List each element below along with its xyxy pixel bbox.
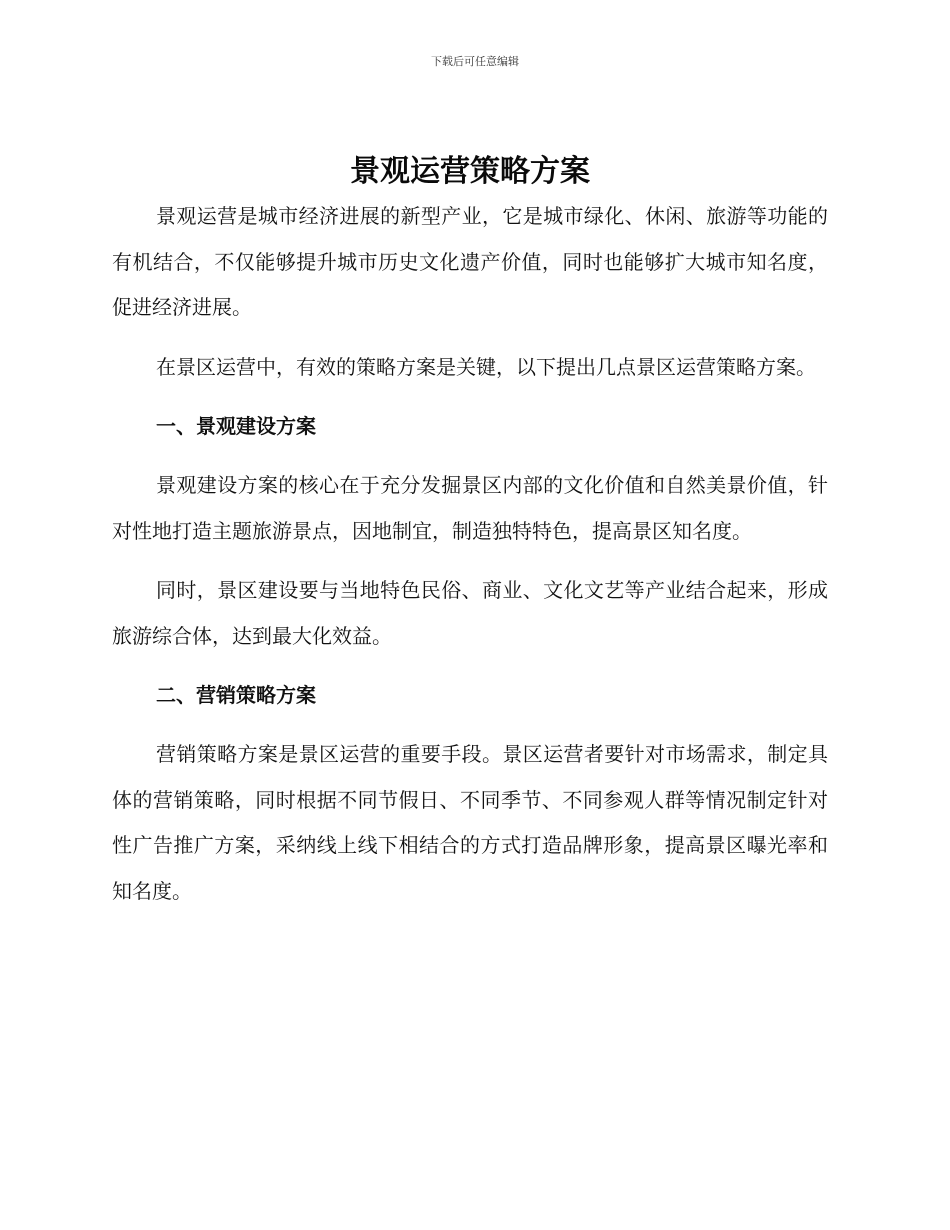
document-title: 景观运营策略方案	[350, 154, 590, 189]
document-body	[112, 150, 828, 928]
section-paragraph: 景观建设方案的核心在于充分发掘景区内部的文化价值和自然美景价值，针对性地打造主题旅游景点，因地制宜，制造独特特色，提高景区知名度。	[112, 473, 828, 543]
page-header: 下载后可任意编辑	[431, 55, 519, 68]
section-paragraph: 营销策略方案是景区运营的重要手段。景区运营者要针对市场需求，制定具体的营销策略，同时根据不同节假日、不同季节、不同参观人群等情况制定针对性广告推广方案，采纳线上线下相结合的方式打造品牌形象，提高景区曝光率和知名度。	[112, 742, 828, 903]
section-heading: 一、景观建设方案	[156, 414, 316, 438]
section-paragraph: 同时，景区建设要与当地特色民俗、商业、文化文艺等产业结合起来，形成旅游综合体，达到最大化效益。	[112, 578, 828, 648]
section-heading: 二、营销策略方案	[156, 683, 316, 707]
intro-paragraph: 景观运营是城市经济进展的新型产业，它是城市绿化、休闲、旅游等功能的有机结合，不仅能够提升城市历史文化遗产价值，同时也能够扩大城市知名度，促进经济进展。	[112, 204, 828, 319]
intro-paragraph: 在景区运营中，有效的策略方案是关键，以下提出几点景区运营策略方案。	[156, 354, 816, 379]
